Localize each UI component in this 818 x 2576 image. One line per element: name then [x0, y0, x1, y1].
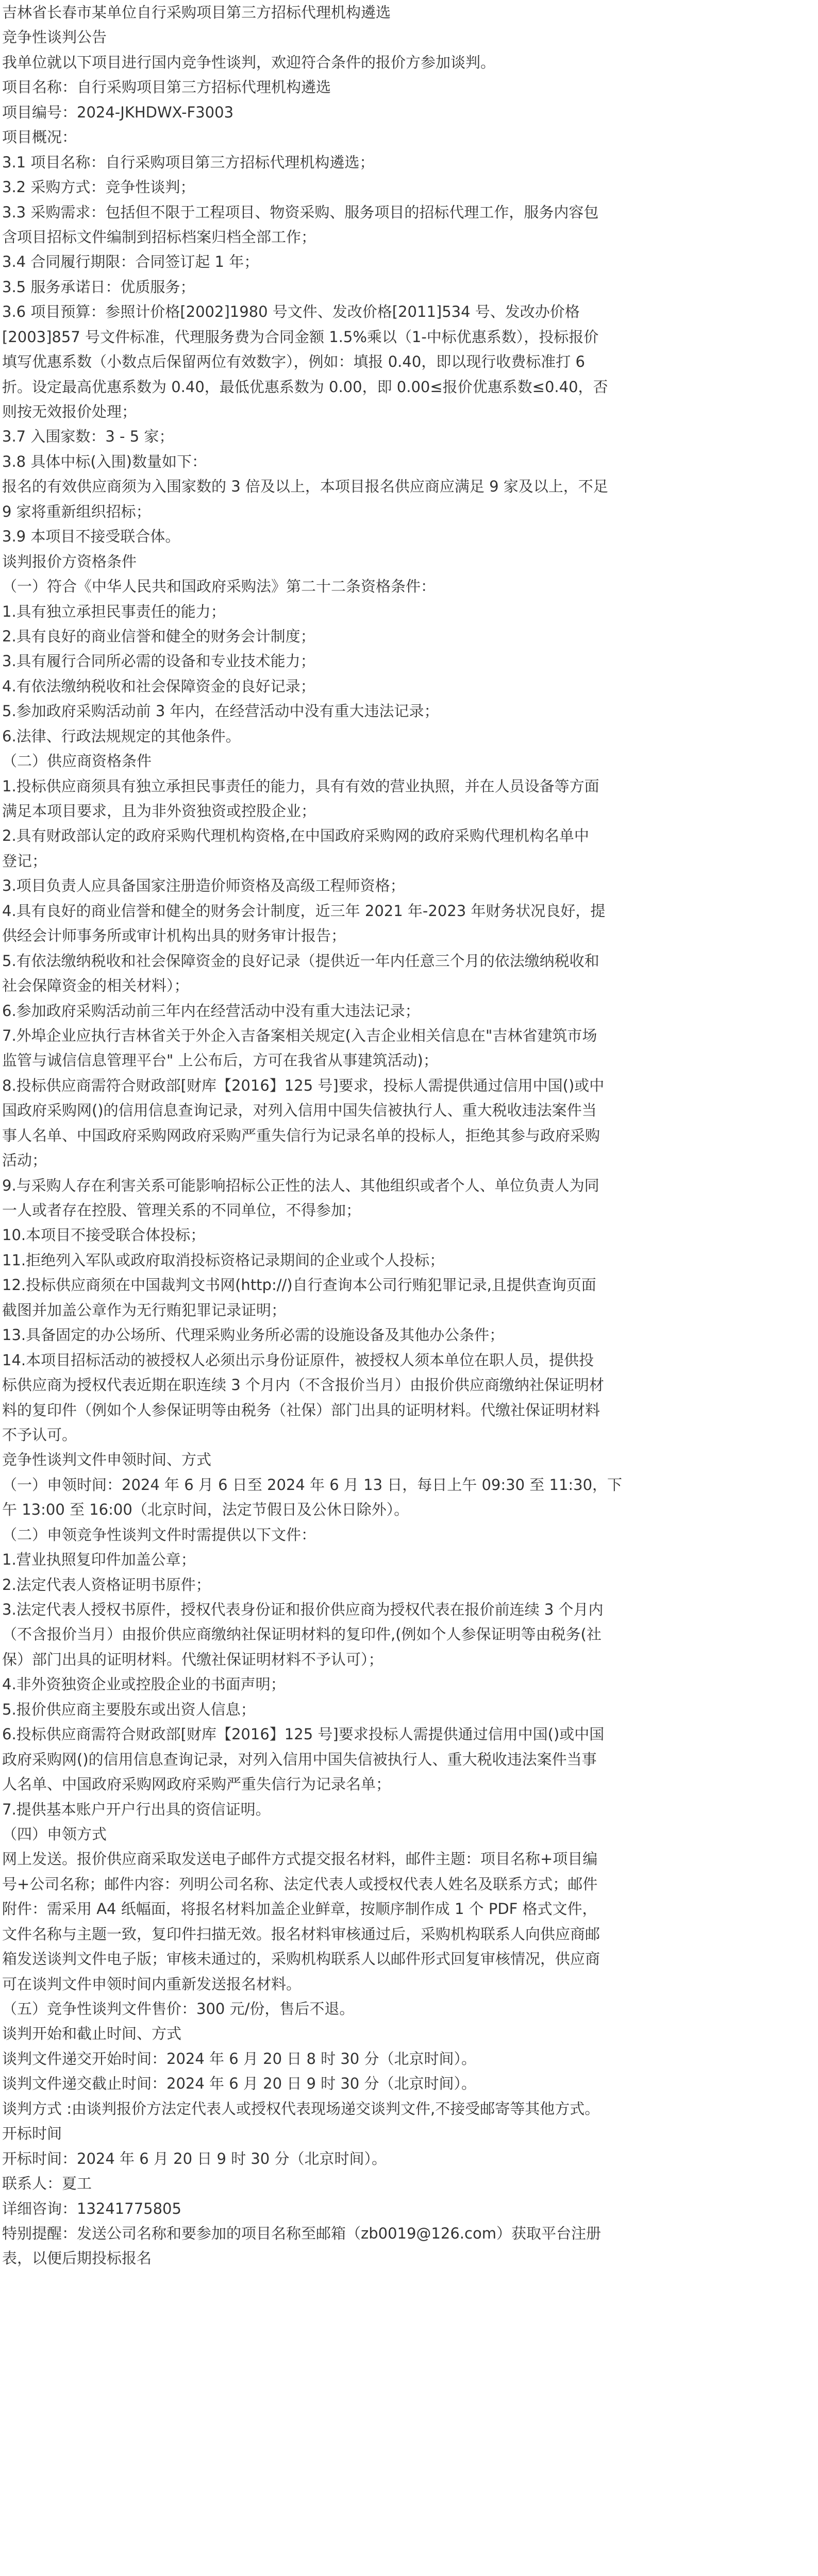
text-line: 箱发送谈判文件电子版；审核未通过的，采购机构联系人以邮件形式回复审核情况，供应商	[2, 1950, 600, 1968]
text-line: 3.1 项目名称：自行采购项目第三方招标代理机构遴选；	[2, 153, 375, 171]
text-line: 详细咨询：13241775805	[2, 2199, 181, 2217]
text-line: 谈判文件递交开始时间：2024 年 6 月 20 日 8 时 30 分（北京时间）。	[2, 2049, 476, 2067]
text-line: 项目编号：2024-JKHDWX-F3003	[2, 103, 234, 121]
text-line: 7.提供基本账户开户行出具的资信证明。	[2, 1800, 271, 1818]
text-line: 12.投标供应商须在中国裁判文书网(http://)自行查询本公司行贿犯罪记录,且提供查询页面	[2, 1276, 596, 1294]
text-line: 14.本项目招标活动的被授权人必须出示身份证原件，被授权人须本单位在职人员，提供投	[2, 1351, 594, 1369]
text-line: 3.6 项目预算：参照计价格[2002]1980 号文件、发改价格[2011]534 号、发改办价格	[2, 303, 580, 321]
text-line: 折。设定最高优惠系数为 0.40，最低优惠系数为 0.00，即 0.00≤报价优惠系数≤0.40，否	[2, 378, 608, 396]
text-line: 项目概况：	[2, 128, 77, 146]
text-line: 供经会计师事务所或审计机构出具的财务审计报告；	[2, 927, 346, 945]
text-line: 不予认可。	[2, 1426, 77, 1444]
text-line: [2003]857 号文件标准，代理服务费为合同金额 1.5%乘以（1-中标优惠系数），投标报价	[2, 328, 599, 346]
text-line: 9.与采购人存在利害关系可能影响招标公正性的法人、其他组织或者个人、单位负责人为同	[2, 1176, 599, 1194]
text-line: 登记；	[2, 852, 47, 870]
text-line: 监管与诚信信息管理平台" 上公布后，方可在我省从事建筑活动)；	[2, 1052, 438, 1070]
text-line: 2.具有财政部认定的政府采购代理机构资格,在中国政府采购网的政府采购代理机构名单中	[2, 827, 589, 845]
text-line: 谈判方式 :由谈判报价方法定代表人或授权代表现场递交谈判文件,不接受邮寄等其他方式。	[2, 2099, 600, 2117]
text-line: 3.项目负责人应具备国家注册造价师资格及高级工程师资格；	[2, 877, 405, 895]
text-line: 联系人：夏工	[2, 2175, 92, 2193]
text-line: 截图并加盖公章作为无行贿犯罪记录证明；	[2, 1301, 287, 1319]
text-line: 一人或者存在控股、管理关系的不同单位，不得参加；	[2, 1201, 361, 1219]
text-line: 6.法律、行政法规规定的其他条件。	[2, 727, 241, 745]
text-line: 报名的有效供应商须为入围家数的 3 倍及以上，本项目报名供应商应满足 9 家及以上，不足	[2, 478, 608, 496]
text-line: 9 家将重新组织招标；	[2, 502, 151, 520]
text-line: 则按无效报价处理；	[2, 403, 137, 420]
text-line: 事人名单、中国政府采购网政府采购严重失信行为记录名单的投标人，拒绝其参与政府采购	[2, 1126, 600, 1144]
text-line: 文件名称与主题一致，复印件扫描无效。报名材料审核通过后，采购机构联系人向供应商邮	[2, 1925, 600, 1943]
text-line: 网上发送。报价供应商采取发送电子邮件方式提交报名材料，邮件主题：项目名称+项目编	[2, 1850, 598, 1868]
text-line: 政府采购网()的信用信息查询记录，对列入信用中国失信被执行人、重大税收违法案件当事	[2, 1750, 597, 1768]
text-line: （二）申领竞争性谈判文件时需提供以下文件：	[2, 1526, 316, 1544]
text-line: （一）申领时间：2024 年 6 月 6 日至 2024 年 6 月 13 日，每日上午 09:30 至 11:30，下	[2, 1476, 623, 1494]
text-line: 2.具有良好的商业信誉和健全的财务会计制度；	[2, 627, 315, 645]
text-line: 附件：需采用 A4 纸幅面，将报名材料加盖企业鲜章，按顺序制作成 1 个 PDF 格式文件，	[2, 1900, 597, 1918]
text-line: 社会保障资金的相关材料）；	[2, 977, 189, 995]
text-line: 3.7 入围家数：3 - 5 家；	[2, 428, 174, 446]
text-line: （二）供应商资格条件	[2, 752, 152, 770]
text-line: 开标时间	[2, 2125, 62, 2143]
text-line: 国政府采购网()的信用信息查询记录，对列入信用中国失信被执行人、重大税收违法案件当	[2, 1101, 597, 1120]
text-line: 3.4 合同履行期限：合同签订起 1 年；	[2, 253, 259, 271]
text-line: 13.具备固定的办公场所、代理采购业务所必需的设施设备及其他办公条件；	[2, 1326, 505, 1344]
text-line: 表，以便后期投标报名	[2, 2249, 152, 2267]
text-line: 谈判开始和截止时间、方式	[2, 2025, 182, 2043]
text-line: 我单位就以下项目进行国内竞争性谈判，欢迎符合条件的报价方参加谈判。	[2, 53, 496, 71]
text-line: 竞争性谈判公告	[2, 28, 107, 46]
text-line: 3.9 本项目不接受联合体。	[2, 528, 180, 546]
text-line: 1.投标供应商须具有独立承担民事责任的能力，具有有效的营业执照，并在人员设备等方面	[2, 777, 599, 795]
text-line: 10.本项目不接受联合体投标；	[2, 1226, 206, 1244]
text-line: 项目名称：自行采购项目第三方招标代理机构遴选	[2, 78, 331, 96]
text-line: （五）竞争性谈判文件售价：300 元/份，售后不退。	[2, 2000, 355, 2018]
text-line: 料的复印件（例如个人参保证明等由税务（社保）部门出具的证明材料。代缴社保证明材料	[2, 1401, 600, 1419]
text-line: 4.非外资独资企业或控股企业的书面声明；	[2, 1675, 286, 1693]
text-line: 6.参加政府采购活动前三年内在经营活动中没有重大违法记录；	[2, 1002, 420, 1020]
text-line: 4.有依法缴纳税收和社会保障资金的良好记录；	[2, 677, 315, 695]
text-line: 7.外埠企业应执行吉林省关于外企入吉备案相关规定(入吉企业相关信息在"吉林省建筑市场	[2, 1026, 597, 1044]
text-line: （四）申领方式	[2, 1825, 107, 1843]
text-line: 3.法定代表人授权书原件，授权代表身份证和报价供应商为授权代表在报价前连续 3 个月内	[2, 1601, 604, 1618]
text-line: 3.5 服务承诺日：优质服务；	[2, 278, 195, 296]
text-line: 填写优惠系数（小数点后保留两位有效数字），例如：填报 0.40，即以现行收费标准打 6	[2, 353, 585, 371]
text-line: 5.报价供应商主要股东或出资人信息；	[2, 1700, 256, 1718]
text-line: 标供应商为授权代表近期在职连续 3 个月内（不含报价当月）由报价供应商缴纳社保证明材	[2, 1376, 604, 1394]
text-line: 3.2 采购方式：竞争性谈判；	[2, 178, 195, 196]
text-line: 3.具有履行合同所必需的设备和专业技术能力；	[2, 652, 315, 670]
text-line: 1.具有独立承担民事责任的能力；	[2, 602, 226, 620]
text-line: 5.有依法缴纳税收和社会保障资金的良好记录（提供近一年内任意三个月的依法缴纳税收和	[2, 952, 599, 970]
text-line: 11.拒绝列入军队或政府取消投标资格记录期间的企业或个人投标；	[2, 1251, 445, 1269]
text-line: 谈判报价方资格条件	[2, 552, 137, 570]
text-line: 4.具有良好的商业信誉和健全的财务会计制度，近三年 2021 年-2023 年财务状况良好，提	[2, 902, 606, 920]
text-line: 5.参加政府采购活动前 3 年内，在经营活动中没有重大违法记录；	[2, 702, 439, 720]
text-line: （一）符合《中华人民共和国政府采购法》第二十二条资格条件：	[2, 578, 436, 596]
text-line: 6.投标供应商需符合财政部[财库【2016】125 号]要求投标人需提供通过信用中国()或中国	[2, 1725, 605, 1743]
text-line: 开标时间：2024 年 6 月 20 日 9 时 30 分（北京时间）。	[2, 2149, 387, 2167]
text-line: 人名单、中国政府采购网政府采购严重失信行为记录名单；	[2, 1775, 391, 1793]
text-line: 1.营业执照复印件加盖公章；	[2, 1551, 196, 1569]
text-line: 2.法定代表人资格证明书原件；	[2, 1575, 211, 1594]
text-line: 竞争性谈判文件申领时间、方式	[2, 1451, 212, 1469]
text-line: 8.投标供应商需符合财政部[财库【2016】125 号]要求，投标人需提供通过信用中国()或中	[2, 1076, 605, 1094]
text-line: 满足本项目要求，且为非外资独资或控股企业；	[2, 802, 316, 820]
text-line: 特别提醒：发送公司名称和要参加的项目名称至邮箱（zb0019@126.com）获取平台注册	[2, 2224, 601, 2242]
text-line: 保）部门出具的证明材料。代缴社保证明材料不予认可）；	[2, 1650, 383, 1668]
text-line: 含项目招标文件编制到招标档案归档全部工作；	[2, 228, 316, 246]
text-line: 号+公司名称；邮件内容：列明公司名称、法定代表人或授权代表人姓名及联系方式；邮件	[2, 1875, 598, 1893]
text-line: 可在谈判文件申领时间内重新发送报名材料。	[2, 1975, 302, 1993]
document-title: 吉林省长春市某单位自行采购项目第三方招标代理机构遴选	[2, 4, 391, 21]
text-line: 3.3 采购需求：包括但不限于工程项目、物资采购、服务项目的招标代理工作，服务内容包	[2, 203, 599, 221]
text-line: （不含报价当月）由报价供应商缴纳社保证明材料的复印件,(例如个人参保证明等由税务(社	[2, 1625, 602, 1643]
text-line: 谈判文件递交截止时间：2024 年 6 月 20 日 9 时 30 分（北京时间）。	[2, 2075, 476, 2093]
text-line: 午 13:00 至 16:00（北京时间，法定节假日及公休日除外）。	[2, 1501, 409, 1519]
text-line: 活动；	[2, 1151, 47, 1170]
text-line: 3.8 具体中标(入围)数量如下：	[2, 452, 207, 470]
